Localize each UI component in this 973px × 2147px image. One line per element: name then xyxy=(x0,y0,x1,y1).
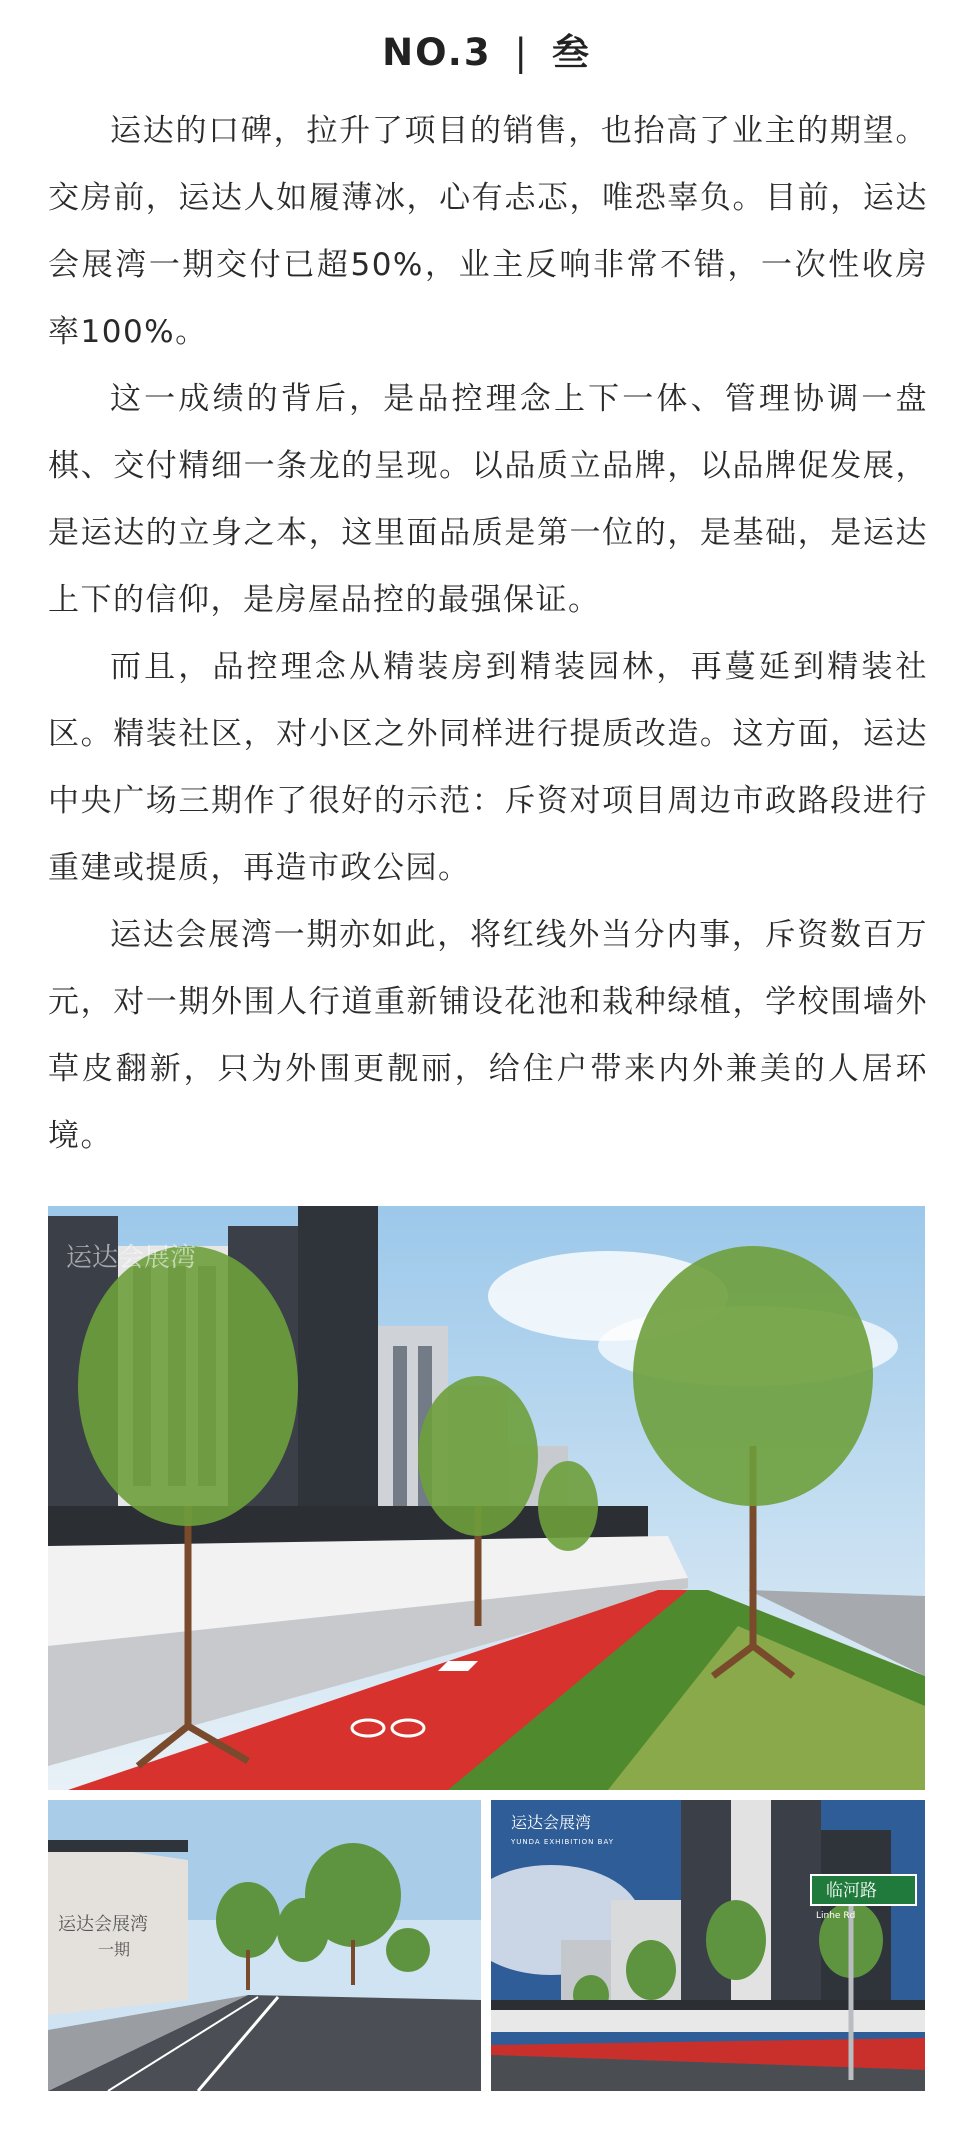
paragraph-2: 这一成绩的背后，是品控理念上下一体、管理协调一盘棋、交付精细一条龙的呈现。以品质立品牌，以品牌促发展，是运达的立身之本，这里面品质是第一位的，是基础，是运达上下的信仰，是房屋品控的最强保证。 xyxy=(48,381,928,618)
paragraph-3: 而且，品控理念从精装房到精装园林，再蔓延到精装社区。精装社区，对小区之外同样进行提质改造。这方面，运达中央广场三期作了很好的示范：斥资对项目周边市政路段进行重建或提质，再造市政公园。 xyxy=(48,649,928,886)
section-heading xyxy=(0,22,973,76)
section-divider: | xyxy=(514,31,529,74)
photo-street-sign xyxy=(491,1800,925,2091)
street-sign-en: Linhe Rd xyxy=(816,1911,856,1921)
photo-bike-lane-street xyxy=(48,1206,925,1790)
paragraph-1: 运达的口碑，拉升了项目的销售，也抬高了业主的期望。交房前，运达人如履薄冰，心有忐忑，唯恐辜负。目前，运达会展湾一期交付已超50%，业主反响非常不错，一次性收房率100%。 xyxy=(48,113,928,350)
main-photo-watermark: 运达会展湾 xyxy=(66,1243,197,1273)
section-number: NO.3 xyxy=(382,31,492,74)
street-sign-cn: 临河路 xyxy=(826,1881,877,1901)
paragraph-4: 运达会展湾一期亦如此，将红线外当分内事，斥资数百万元，对一期外围人行道重新铺设花池和栽种绿植，学校围墙外草皮翻新，只为外围更靓丽，给住户带来内外兼美的人居环境。 xyxy=(48,917,928,1154)
wall-sign-line2: 一期 xyxy=(98,1940,131,1959)
article-body xyxy=(48,98,928,1170)
project-road-scene xyxy=(48,1800,481,2091)
logo-cn: 运达会展湾 xyxy=(511,1813,592,1832)
wall-sign-line1: 运达会展湾 xyxy=(58,1914,148,1935)
photo-project-road xyxy=(48,1800,481,2091)
logo-en: YUNDA EXHIBITION BAY xyxy=(511,1838,614,1846)
street-sign-scene xyxy=(491,1800,925,2091)
bike-lane-scene xyxy=(48,1206,925,1790)
section-numeral: 叁 xyxy=(551,31,591,74)
